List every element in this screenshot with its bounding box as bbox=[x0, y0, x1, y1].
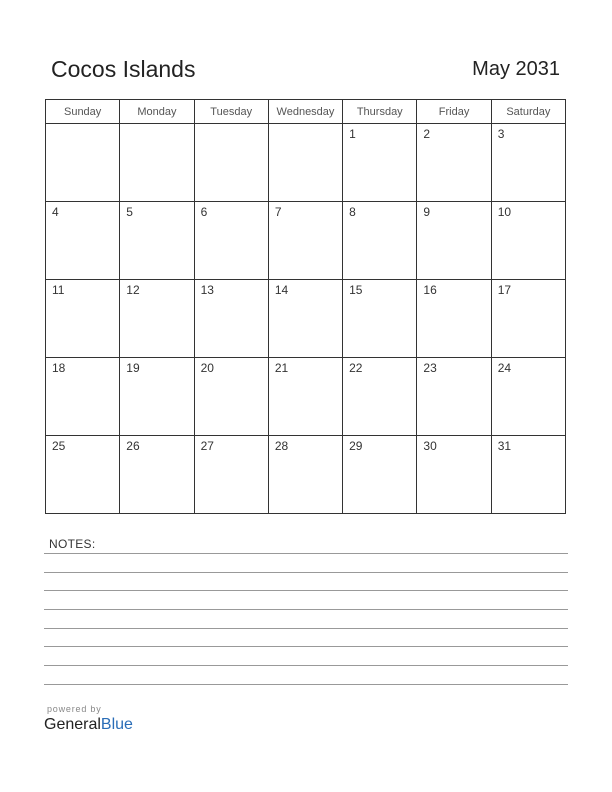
day-cell: 1 bbox=[343, 124, 417, 202]
week-row bbox=[46, 358, 566, 436]
day-cell: 8 bbox=[343, 202, 417, 280]
day-cell: 2 bbox=[417, 124, 491, 202]
day-cell: 25 bbox=[46, 436, 120, 514]
day-cell: 15 bbox=[343, 280, 417, 358]
day-cell bbox=[194, 124, 268, 202]
powered-by-text: powered by bbox=[47, 704, 102, 714]
day-cell: 17 bbox=[491, 280, 565, 358]
weekday-header-row bbox=[46, 100, 566, 124]
day-cell: 22 bbox=[343, 358, 417, 436]
calendar-month: May 2031 bbox=[472, 58, 560, 80]
note-line bbox=[44, 553, 568, 554]
day-cell: 11 bbox=[46, 280, 120, 358]
generalblue-logo bbox=[44, 716, 133, 734]
day-cell: 5 bbox=[120, 202, 194, 280]
day-cell: 3 bbox=[491, 124, 565, 202]
weekday-saturday: Saturday bbox=[491, 100, 565, 124]
calendar-grid bbox=[45, 99, 566, 514]
weekday-thursday: Thursday bbox=[343, 100, 417, 124]
day-cell: 19 bbox=[120, 358, 194, 436]
weekday-sunday: Sunday bbox=[46, 100, 120, 124]
day-cell: 18 bbox=[46, 358, 120, 436]
day-cell: 13 bbox=[194, 280, 268, 358]
note-line bbox=[44, 590, 568, 591]
week-row bbox=[46, 124, 566, 202]
weekday-friday: Friday bbox=[417, 100, 491, 124]
day-cell bbox=[268, 124, 342, 202]
note-line bbox=[44, 665, 568, 666]
day-cell: 29 bbox=[343, 436, 417, 514]
calendar-title: Cocos Islands bbox=[51, 56, 196, 82]
week-row bbox=[46, 280, 566, 358]
brand-general: General bbox=[44, 716, 101, 733]
note-line bbox=[44, 572, 568, 573]
day-cell: 4 bbox=[46, 202, 120, 280]
note-line bbox=[44, 646, 568, 647]
day-cell bbox=[120, 124, 194, 202]
day-cell: 24 bbox=[491, 358, 565, 436]
day-cell: 14 bbox=[268, 280, 342, 358]
day-cell: 28 bbox=[268, 436, 342, 514]
week-row bbox=[46, 436, 566, 514]
day-cell: 26 bbox=[120, 436, 194, 514]
notes-label: NOTES: bbox=[49, 537, 96, 551]
day-cell: 9 bbox=[417, 202, 491, 280]
week-row bbox=[46, 202, 566, 280]
note-line bbox=[44, 628, 568, 629]
note-line bbox=[44, 684, 568, 685]
day-cell bbox=[46, 124, 120, 202]
day-cell: 20 bbox=[194, 358, 268, 436]
day-cell: 21 bbox=[268, 358, 342, 436]
weekday-tuesday: Tuesday bbox=[194, 100, 268, 124]
day-cell: 10 bbox=[491, 202, 565, 280]
day-cell: 23 bbox=[417, 358, 491, 436]
day-cell: 7 bbox=[268, 202, 342, 280]
day-cell: 12 bbox=[120, 280, 194, 358]
day-cell: 6 bbox=[194, 202, 268, 280]
weekday-monday: Monday bbox=[120, 100, 194, 124]
day-cell: 16 bbox=[417, 280, 491, 358]
note-line bbox=[44, 609, 568, 610]
brand-blue: Blue bbox=[100, 716, 133, 733]
day-cell: 30 bbox=[417, 436, 491, 514]
day-cell: 27 bbox=[194, 436, 268, 514]
weekday-wednesday: Wednesday bbox=[268, 100, 342, 124]
day-cell: 31 bbox=[491, 436, 565, 514]
